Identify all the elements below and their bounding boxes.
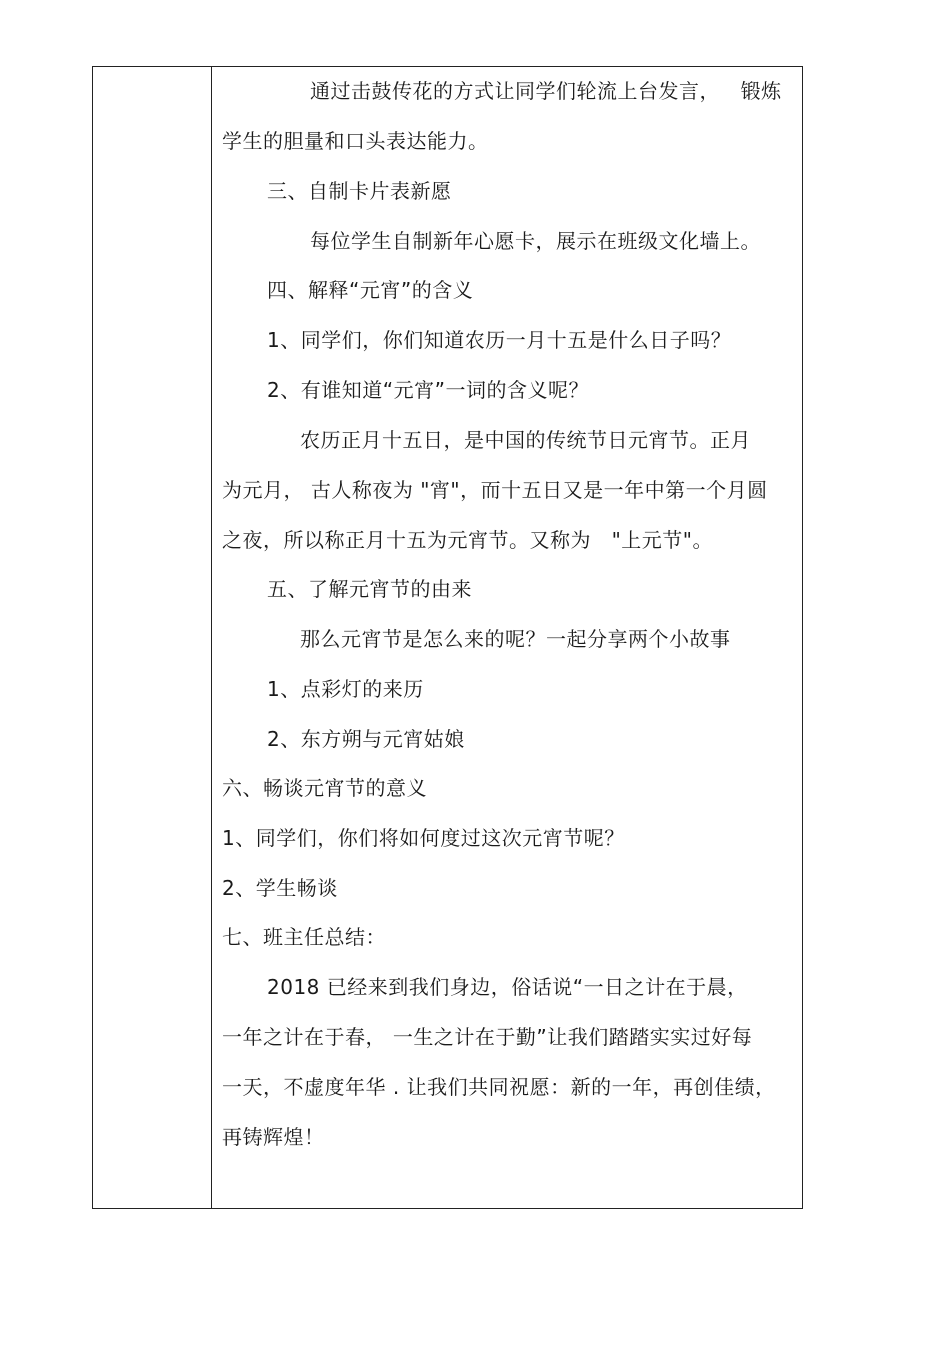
paragraph-line: 通过击鼓传花的方式让同学们轮流上台发言， 锻炼 bbox=[310, 79, 782, 103]
list-item: 1、点彩灯的来历 bbox=[267, 677, 424, 701]
list-item: 1、同学们，你们知道农历一月十五是什么日子吗？ bbox=[267, 328, 732, 352]
paragraph-line: 一天，不虚度年华 . 让我们共同祝愿：新的一年，再创佳绩， bbox=[222, 1075, 776, 1099]
paragraph-line: 学生的胆量和口头表达能力。 bbox=[222, 129, 489, 153]
section-heading: 三、自制卡片表新愿 bbox=[267, 179, 452, 203]
section-heading: 四、解释“元宵”的含义 bbox=[267, 278, 474, 302]
section-heading: 五、了解元宵节的由来 bbox=[267, 577, 472, 601]
paragraph-line: 2018 已经来到我们身边，俗话说“一日之计在于晨， bbox=[267, 975, 748, 999]
paragraph-line: 再铸辉煌！ bbox=[222, 1125, 325, 1149]
list-item: 2、有谁知道“元宵”一词的含义呢？ bbox=[267, 378, 589, 402]
table-left-column bbox=[93, 67, 212, 1208]
table-content-column bbox=[212, 67, 802, 1208]
section-heading: 六、畅谈元宵节的意义 bbox=[222, 776, 427, 800]
list-item: 2、学生畅谈 bbox=[222, 876, 338, 900]
paragraph-line: 农历正月十五日，是中国的传统节日元宵节。正月 bbox=[300, 428, 751, 452]
paragraph-line: 为元月， 古人称夜为 "宵"，而十五日又是一年中第一个月圆 bbox=[222, 478, 768, 502]
section-heading: 七、班主任总结： bbox=[222, 925, 386, 949]
paragraph-line: 之夜，所以称正月十五为元宵节。又称为 "上元节"。 bbox=[222, 528, 713, 552]
list-item: 1、同学们，你们将如何度过这次元宵节呢？ bbox=[222, 826, 625, 850]
paragraph-line: 那么元宵节是怎么来的呢？一起分享两个小故事 bbox=[300, 627, 731, 651]
document-table bbox=[92, 66, 803, 1209]
list-item: 2、东方朔与元宵姑娘 bbox=[267, 727, 465, 751]
paragraph-line: 一年之计在于春， 一生之计在于勤”让我们踏踏实实过好每 bbox=[222, 1025, 753, 1049]
paragraph-line: 每位学生自制新年心愿卡，展示在班级文化墙上。 bbox=[310, 229, 761, 253]
